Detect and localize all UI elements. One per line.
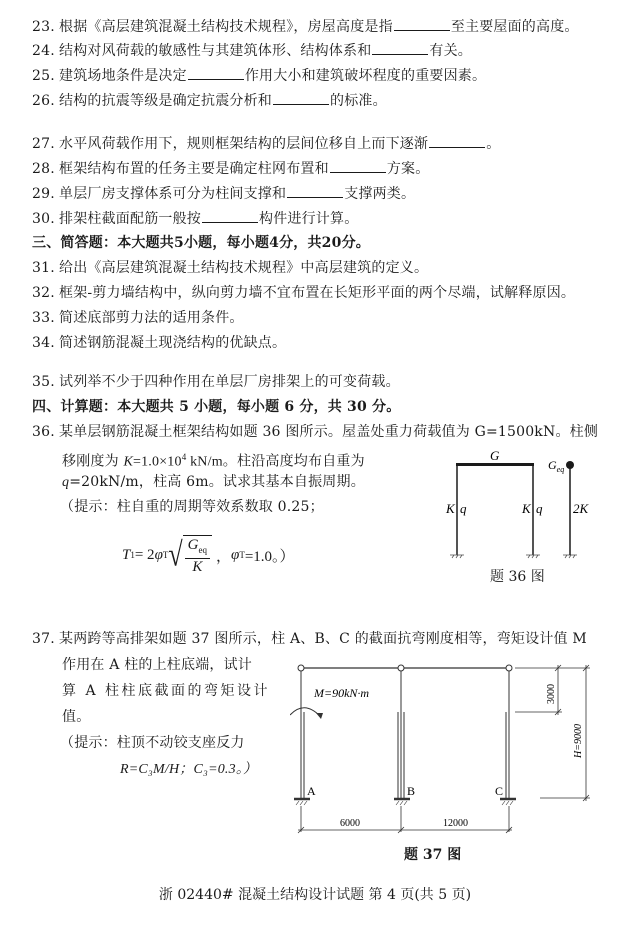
column-a (301, 671, 304, 798)
label-K-left: K (446, 501, 455, 516)
figure-37 (290, 660, 600, 845)
question-28: 28. 框架结构布置的任务主要是确定柱网布置和 方案。 (32, 158, 429, 179)
question-31: 31. 给出《高层建筑混凝土结构技术规程》中高层建筑的定义。 (32, 260, 429, 276)
question-24: 24. 结构对风荷载的敏感性与其建筑体形、结构体系和 有关。 (32, 40, 472, 61)
hinge-a-icon (298, 665, 304, 671)
label-2K: 2K (573, 501, 589, 516)
answer-blank[interactable] (273, 90, 329, 105)
lumped-mass-icon (566, 461, 574, 469)
question-36-line-2: 移刚度为 $K=1.0\times 10^4$ kN/m。柱沿高度均布自重为 (62, 452, 365, 470)
question-36: 36. 某单层钢筋混凝土框架结构如题 36 图所示。屋盖处重力荷载值为 G=1500kN。柱侧 (32, 424, 599, 440)
answer-blank[interactable] (287, 183, 343, 198)
answer-blank[interactable] (188, 65, 244, 80)
period-formula: T 1 = 2 φ T √ $\frac{G_{eq}}{K}$ ， φ T =1.0。） (122, 535, 295, 575)
span-dimension-line (298, 806, 512, 833)
label-B: B (407, 784, 416, 798)
question-23: 23. 根据《高层建筑混凝土结构技术规程》，房屋高度是指 至主要屋面的高度。 (32, 16, 579, 37)
moment-arrowhead-icon (316, 713, 323, 719)
answer-blank[interactable] (330, 158, 386, 173)
question-36-line-3: q=20kN/m，柱高 6m。试求其基本自振周期。 (62, 474, 365, 490)
question-37-line-3: 算 A 柱柱底截面的弯矩设计 (62, 683, 271, 699)
radical-sign: √ (168, 535, 183, 574)
answer-blank[interactable] (429, 133, 485, 148)
question-33: 33. 简述底部剪力法的适用条件。 (32, 310, 244, 326)
dim-upper-column: 3000 (546, 684, 557, 704)
moment-arrow-icon (290, 708, 320, 716)
fixed-support-icon (294, 799, 516, 805)
label-q-left: q (460, 501, 467, 516)
dim-span-ab: 6000 (340, 818, 360, 829)
question-26: 26. 结构的抗震等级是确定抗震分析和 的标准。 (32, 90, 387, 111)
figure-37-caption: 题 37 图 (404, 847, 462, 863)
answer-blank[interactable] (202, 208, 258, 223)
question-32: 32. 框架-剪力墙结构中，纵向剪力墙不宜布置在长矩形平面的两个尽端，试解释原因。 (32, 285, 576, 301)
question-25: 25. 建筑场地条件是决定 作用大小和建筑破坏程度的重要因素。 (32, 65, 486, 86)
question-35: 35. 试列举不少于四种作用在单层厂房排架上的可变荷载。 (32, 374, 400, 390)
question-37: 37. 某两跨等高排架如题 37 图所示，柱 A、B、C 的截面抗弯刚度相等，弯矩设计值 M (32, 631, 587, 647)
question-37-line-2: 作用在 A 柱的上柱底端，试计 (62, 657, 253, 673)
figure-36-caption: 题 36 图 (490, 569, 545, 585)
question-36-hint: （提示：柱自重的周期等效系数取 0.25； (60, 499, 324, 515)
section-4-heading: 四、计算题：本大题共 5 小题，每小题 6 分，共 30 分。 (32, 399, 401, 415)
page-footer: 浙 02440# 混凝土结构设计试题 第 4 页(共 5 页) (158, 887, 472, 903)
label-A: A (307, 784, 316, 798)
question-30: 30. 排架柱截面配筋一般按 构件进行计算。 (32, 208, 358, 229)
label-G: G (490, 450, 500, 463)
question-27: 27. 水平风荷载作用下，规则框架结构的层间位移自上而下逐渐 。 (32, 133, 500, 154)
answer-blank[interactable] (372, 40, 428, 55)
question-37-line-4: 值。 (62, 709, 91, 725)
dim-total-height: H=9000 (573, 724, 584, 758)
moment-label: M=90kN·m (314, 686, 370, 700)
label-Geq: $G_{eq}$ (548, 458, 565, 474)
label-C: C (495, 784, 504, 798)
section-3-heading: 三、简答题：本大题共5小题，每小题4分，共20分。 (32, 235, 370, 251)
square-root (168, 535, 212, 575)
question-37-hint-1: （提示：柱顶不动铰支座反力 (60, 735, 245, 751)
column-c (506, 671, 509, 798)
fraction: $\frac{G_{eq}}{K}$ (185, 537, 210, 575)
answer-blank[interactable] (394, 16, 450, 31)
fixed-support-icon (450, 555, 577, 558)
question-29: 29. 单层厂房支撑体系可分为柱间支撑和 支撑两类。 (32, 183, 415, 204)
label-K-right: K (522, 501, 531, 516)
hinge-c-icon (506, 665, 512, 671)
column-b (398, 671, 404, 798)
hinge-b-icon (398, 665, 404, 671)
dim-span-bc: 12000 (443, 818, 468, 829)
question-34: 34. 简述钢筋混凝土现浇结构的优缺点。 (32, 335, 287, 351)
label-q-right: q (536, 501, 543, 516)
question-37-hint-2: R=C₃M/H；C₃=0.3。） (120, 762, 258, 777)
roof-beam (456, 463, 534, 466)
